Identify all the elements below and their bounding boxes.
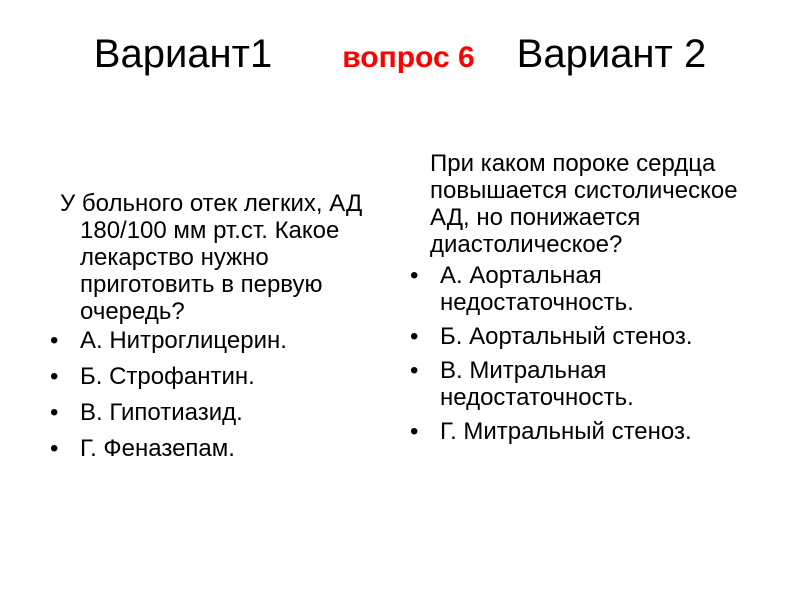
variant-1-option-c: • В. Гипотиазид. xyxy=(50,399,370,426)
variant-2-option-c: • В. Митральная недостаточность. xyxy=(410,357,760,411)
variant-2-question: При каком пороке сердца повышается систолическое АД, но понижается диастолическое? xyxy=(430,150,738,258)
title-variant-1: Вариант1 xyxy=(93,32,273,76)
variant-1-option-a: • А. Нитроглицерин. xyxy=(50,327,370,354)
variant-2-options xyxy=(410,262,760,445)
variant-2-column xyxy=(410,150,760,452)
variant-2-option-a: • А. Аортальная недостаточность. xyxy=(410,262,760,316)
variant-2-option-b: • Б. Аортальный стеноз. xyxy=(410,323,760,350)
variant-1-option-d: • Г. Феназепам. xyxy=(50,435,370,462)
variant-1-question: У больного отек легких, АД 180/100 мм рт.ст. Какое лекарство нужно приготовить в первую очередь? xyxy=(60,190,363,325)
title-question-number: вопрос 6 xyxy=(342,41,475,74)
variant-1-option-b: • Б. Строфантин. xyxy=(50,363,370,390)
title-variant-2: Вариант 2 xyxy=(516,32,707,76)
variant-1-options xyxy=(50,327,370,462)
variant-1-column xyxy=(50,190,370,471)
variant-2-option-d: • Г. Митральный стеноз. xyxy=(410,418,760,445)
slide-title xyxy=(40,28,760,84)
